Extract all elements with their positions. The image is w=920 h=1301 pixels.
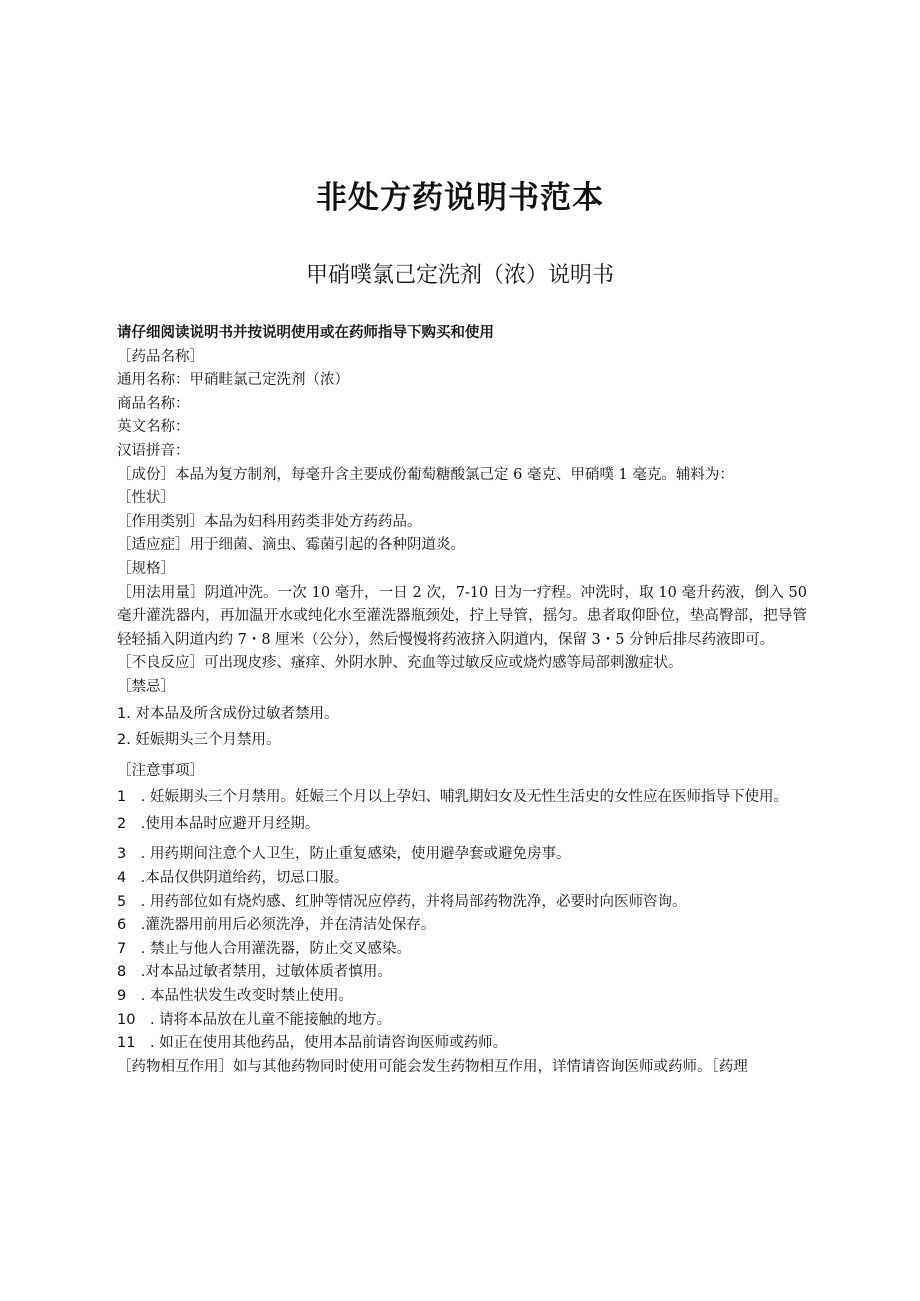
precaution-item: 6 .灌洗器用前用后必须洗净，并在清洁处保存。: [117, 917, 436, 934]
precaution-item: 9 . 本品性状发生改变时禁止使用。: [117, 988, 353, 1005]
precaution-item: 5 . 用药部位如有烧灼感、红肿等情况应停药，并将局部药物洗净，必要时向医师咨询。: [117, 893, 687, 910]
specification-header: ［规格］: [117, 560, 175, 577]
category: ［作用类别］本品为妇科用药类非处方药药品。: [117, 513, 422, 530]
usage-notice: 请仔细阅读说明书并按说明使用或在药师指导下购买和使用: [117, 325, 494, 341]
precautions-header: ［注意事项］: [117, 762, 204, 779]
appearance-header: ［性状］: [117, 490, 175, 507]
contraindication-item: 1. 对本品及所含成份过敏者禁用。: [117, 705, 339, 722]
page-title: 非处方药说明书范本: [316, 180, 604, 216]
drug-name-header: ［药品名称］: [117, 348, 204, 365]
adverse-reactions: ［不良反应］可出现皮疹、瘙痒、外阴水肿、充血等过敏反应或烧灼感等局部刺激症状。: [117, 655, 683, 672]
precaution-item: 7 . 禁止与他人合用灌洗器，防止交叉感染。: [117, 940, 411, 957]
dosage-paragraph: ［用法用量］阴道冲洗。一次 10 毫升，一日 2 次，7-10 日为一疗程。冲洗时，取 10 毫升药液，倒入 50 毫升灌洗器内，再加温开水或纯化水至灌洗器瓶颈处，拧上导管，摇匀。患者取仰卧位，垫高臀部，把导管轻轻插入阴道内约 7・8 厘米（公分），然后慢慢将药液挤入阴道内，保留 3・5 分钟后排尽药液即可。: [117, 584, 807, 648]
document-body: [117, 322, 807, 1079]
precaution-item: 10 . 请将本品放在儿童不能接触的地方。: [117, 1011, 392, 1028]
english-name: 英文名称：: [117, 419, 190, 436]
precaution-item: 3 . 用药期间注意个人卫生，防止重复感染，使用避孕套或避免房事。: [117, 846, 571, 863]
contraindications-header: ［禁忌］: [117, 678, 175, 695]
document-subtitle: 甲硝噗氯己定洗剂（浓）说明书: [305, 263, 614, 288]
indications: ［适应症］用于细菌、滴虫、霉菌引起的各种阴道炎。: [117, 537, 465, 554]
precaution-item: 2 .使用本品时应避开月经期。: [117, 815, 320, 832]
precaution-item: 4 .本品仅供阴道给药，切忌口服。: [117, 870, 349, 887]
drug-interactions: ［药物相互作用］如与其他药物同时使用可能会发生药物相互作用，详情请咨询医师或药师。［药理: [117, 1058, 748, 1075]
precaution-item: 11 . 如正在使用其他药品，使用本品前请咨询医师或药师。: [117, 1035, 508, 1052]
precaution-item: 1 . 妊娠期头三个月禁用。妊娠三个月以上孕妇、哺乳期妇女及无性生活史的女性应在医师指导下使用。: [117, 789, 788, 806]
contraindication-item: 2. 妊娠期头三个月禁用。: [117, 732, 281, 749]
ingredients: ［成份］本品为复方制剂，每毫升含主要成份葡萄糖酸氯己定 6 毫克、甲硝噗 1 毫克。辅料为：: [117, 466, 734, 483]
generic-name: 通用名称：甲硝畦氯己定洗剂（浓）: [117, 372, 349, 389]
precaution-item: 8 .对本品过敏者禁用，过敏体质者慎用。: [117, 964, 392, 981]
trade-name: 商品名称：: [117, 395, 190, 412]
pinyin-name: 汉语拼音：: [117, 442, 190, 459]
